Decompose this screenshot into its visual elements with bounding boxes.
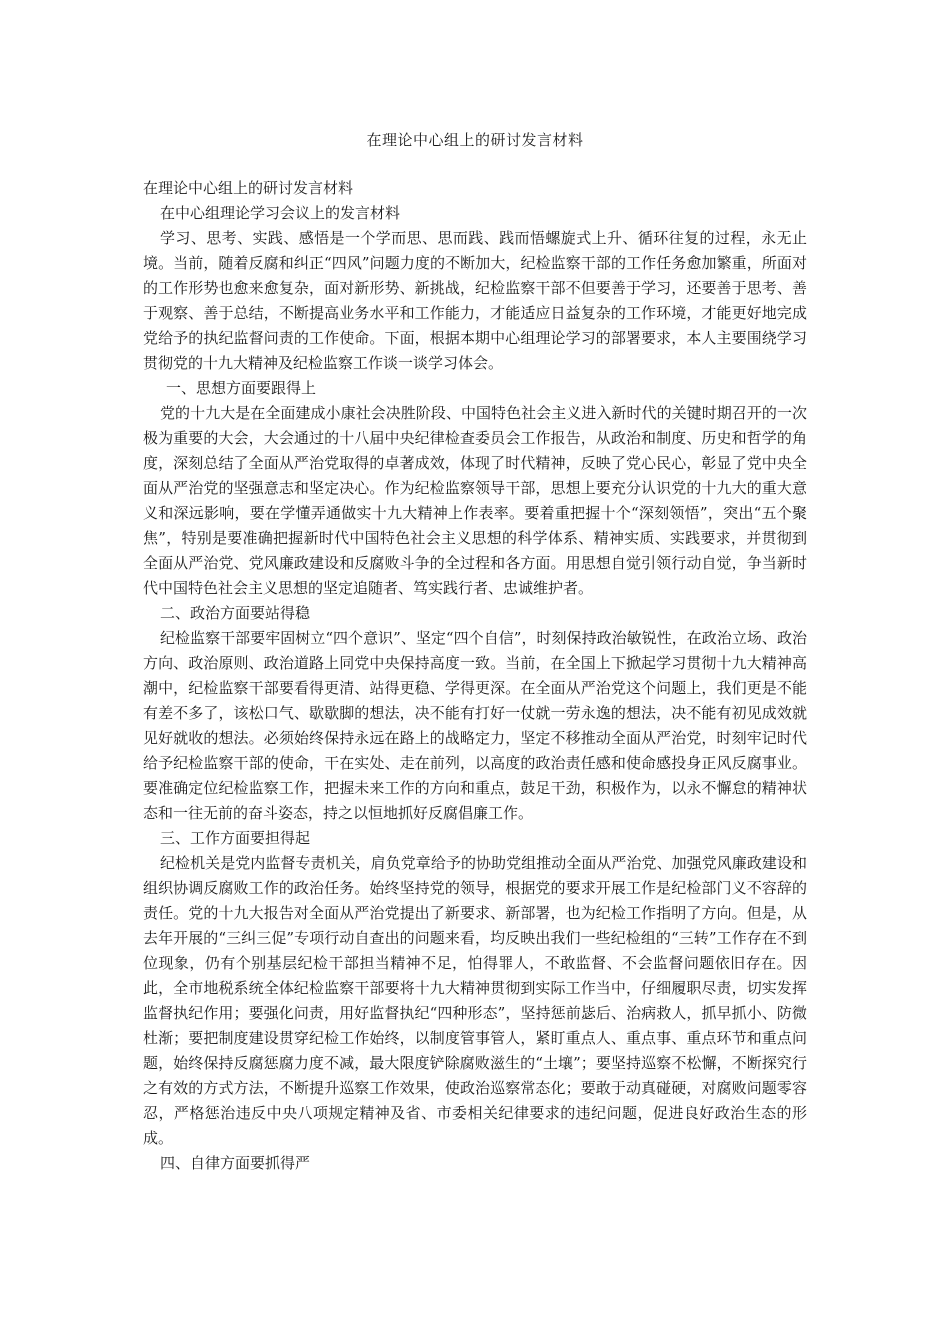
document-body [143,176,807,1176]
document-title: 在理论中心组上的研讨发言材料 [366,131,584,149]
intro-paragraph: 学习、思考、实践、感悟是一个学而思、思而践、践而悟螺旋式上升、循环往复的过程，永无止境。当前，随着反腐和纠正“四风”问题力度的不断加大，纪检监察干部的工作任务愈加繁重，所面对的工作形势也愈来愈复杂，面对新形势、新挑战，纪检监察干部不但要善于学习，还要善于思考、善于观察、善于总结，不断提高业务水平和工作能力，才能适应日益复杂的工作环境，才能更好地完成党给予的执纪监督问责的工作使命。下面，根据本期中心组理论学习的部署要求，本人主要围绕学习贯彻党的十九大精神及纪检监察工作谈一谈学习体会。 [143,229,807,372]
section-heading-4: 四、自律方面要抓得严 [160,1154,311,1172]
section-heading-3: 三、工作方面要担得起 [160,829,311,847]
repeat-title: 在理论中心组上的研讨发言材料 [143,179,354,197]
section-heading-1: 一、思想方面要跟得上 [166,379,317,397]
section-heading-2: 二、政治方面要站得稳 [160,604,311,622]
section-paragraph-1: 党的十九大是在全面建成小康社会决胜阶段、中国特色社会主义进入新时代的关键时期召开的一次极为重要的大会，大会通过的十八届中央纪律检查委员会工作报告，从政治和制度、历史和哲学的角度，深刻总结了全面从严治党取得的卓著成效，体现了时代精神，反映了党心民心，彰显了党中央全面从严治党的坚强意志和坚定决心。作为纪检监察领导干部，思想上要充分认识党的十九大的重大意义和深远影响，要在学懂弄通做实十九大精神上作表率。要着重把握十个“深刻领悟”，突出“五个聚焦”，特别是要准确把握新时代中国特色社会主义思想的科学体系、精神实质、实践要求，并贯彻到全面从严治党、党风廉政建设和反腐败斗争的全过程和各方面。用思想自觉引领行动自觉，争当新时代中国特色社会主义思想的坚定追随者、笃实践行者、忠诚维护者。 [143,404,807,597]
document-subtitle: 在中心组理论学习会议上的发言材料 [160,204,401,222]
section-paragraph-3: 纪检机关是党内监督专责机关，肩负党章给予的协助党组推动全面从严治党、加强党风廉政建设和组织协调反腐败工作的政治任务。始终坚持党的领导，根据党的要求开展工作是纪检部门义不容辞的责任。党的十九大报告对全面从严治党提出了新要求、新部署，也为纪检工作指明了方向。但是，从去年开展的“三纠三促”专项行动自查出的问题来看，均反映出我们一些纪检组的“三转”工作存在不到位现象，仍有个别基层纪检干部担当精神不足，怕得罪人，不敢监督、不会监督问题依旧存在。因此，全市地税系统全体纪检监察干部要将十九大精神贯彻到实际工作当中，仔细履职尽责，切实发挥监督执纪作用；要强化问责，用好监督执纪“四种形态”，坚持惩前毖后、治病救人，抓早抓小、防微杜渐；要把制度建设贯穿纪检工作始终，以制度管事管人，紧盯重点人、重点事、重点环节和重点问题，始终保持反腐惩腐力度不减，最大限度铲除腐败滋生的“土壤”；要坚持巡察不松懈，不断探究行之有效的方式方法，不断提升巡察工作效果，使政治巡察常态化；要敢于动真碰硬，对腐败问题零容忍，严格惩治违反中央八项规定精神及省、市委相关纪律要求的违纪问题，促进良好政治生态的形成。 [143,854,807,1147]
section-paragraph-2: 纪检监察干部要牢固树立“四个意识”、坚定“四个自信”，时刻保持政治敏锐性，在政治立场、政治方向、政治原则、政治道路上同党中央保持高度一致。当前，在全国上下掀起学习贯彻十九大精神高潮中，纪检监察干部要看得更清、站得更稳、学得更深。在全面从严治党这个问题上，我们更是不能有差不多了，该松口气、歇歇脚的想法，决不能有打好一仗就一劳永逸的想法，决不能有初见成效就见好就收的想法。必须始终保持永远在路上的战略定力，坚定不移推动全面从严治党，时刻牢记时代给予纪检监察干部的使命，干在实处、走在前列，以高度的政治责任感和使命感投身正风反腐事业。要准确定位纪检监察工作，把握未来工作的方向和重点，鼓足干劲，积极作为，以永不懈怠的精神状态和一往无前的奋斗姿态，持之以恒地抓好反腐倡廉工作。 [143,629,807,822]
